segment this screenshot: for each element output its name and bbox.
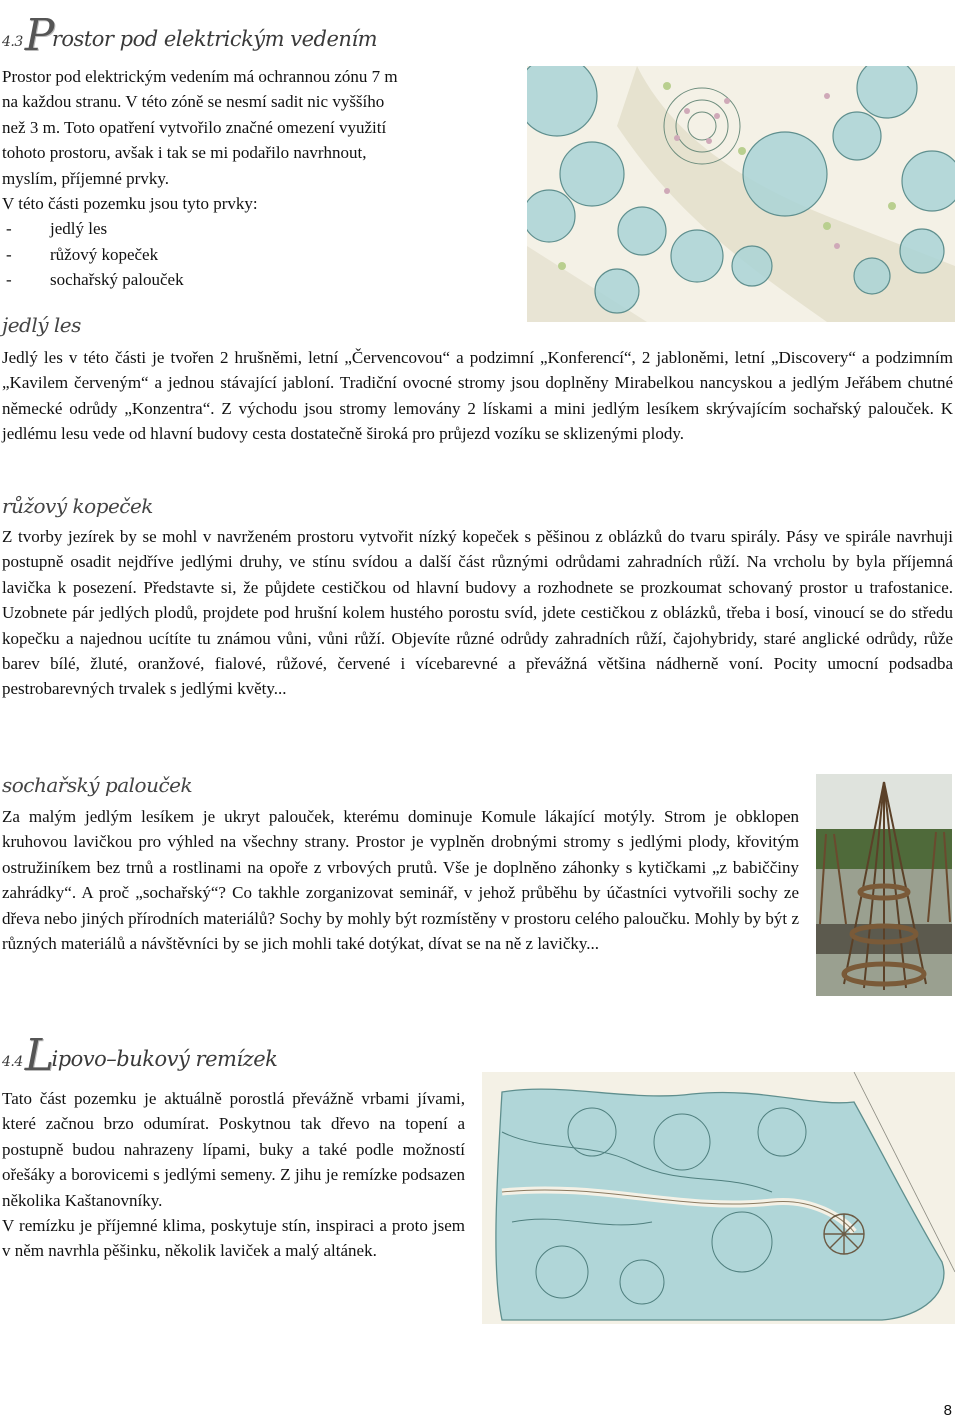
- paragraph-remizek: Tato část pozemku je aktuálně porostlá převážně vrbami jívami, které začnou brzo odumírat. Poskytnou tak dřevo na topení a postupně budou nahrazeny lípami, buky a také podle možností ořešáky a borovicemi s jedlými semeny. Z jihu je remízke podsazen několika Kaštanovníky. V remízku je příjemné klima, poskytuje stín, inspiraci a proto jsem v něm navrhla pěšinku, několik laviček a malý altánek.: [2, 1089, 465, 1261]
- page-number: 8: [943, 1402, 952, 1419]
- list-item: - sochařský palouček: [6, 270, 184, 290]
- garden-plan-image: [527, 66, 955, 322]
- decorative-initial: P: [24, 10, 54, 61]
- intro-line: na každou stranu. V této zóně se nesmí sadit nic vyššího: [2, 92, 385, 112]
- list-item: - růžový kopeček: [6, 244, 159, 264]
- section-heading-4-3: [2, 10, 378, 61]
- paragraph-ruzovy-kopecek: Z tvorby jezírek by se mohl v navrženém prostoru vytvořit nízký kopeček s pěšinou z oblázků do tvaru spirály. Pásy ve spirále navrhuji postupně osadit nejdříve jedlými druhy, ve stínu svídou a další část různými odrůdami zahradních růží. Na vrcholu by byla příjemná lavička k posezení. Představte si, že půjdete cestičkou od hlavní budovy a rozhodnete se prozkoumat schovaný prostor u trafostanice. Uzobnete pár jedlých plodů, projdete pod hrušní kolem hustého porostu svíd, jdete cestičkou z oblázků, třeba i bosí, vinoucí se do středu kopečku a najednou ucítíte tu známou vůni, vůni růží. Objevíte různé odrůdy zahradních růží, čajohybridy, staré anglické odrůdy, růže barev bílé, žluté, oranžové, fialové, růžové, červené i vícebarevné a převážná většina nádherně voní. Pocity umocní podsadba pestrobarevných trvalek s jedlými květy...: [2, 527, 953, 699]
- section-number: 4.3: [2, 34, 23, 50]
- remizek-plan-image: [482, 1072, 955, 1324]
- decorative-initial: L: [24, 1030, 54, 1081]
- paragraph-jedly-les: Jedlý les v této části je tvořen 2 hrušněmi, letní „Červencovou“ a podzimní „Konferencí“, 2 jabloněmi, letní „Discovery“ a podzimním „Kavilem červeným“ a jednou stávající jabloní. Tradiční ovocné stromy jsou doplněny Mirabelkou nancyskou a jedlým Jeřábem chutné německé odrůdy „Konzentra“. Z východu jsou stromy lemovány 2 lískami a mini jedlým lesíkem skrývajícím sochařský palouček. K jedlému lesu vede od hlavní budovy cesta dostatečně široká pro průjezd vozíku se sklizenými plody.: [2, 348, 953, 444]
- willow-structure-photo: [816, 774, 952, 996]
- subheading-socharsky-paloucek: sochařský palouček: [2, 773, 193, 797]
- section-title: ipovo–bukový remízek: [51, 1047, 278, 1071]
- intro-line: tohoto prostoru, avšak i tak se mi podařilo navrhnout,: [2, 143, 367, 163]
- subheading-jedly-les: jedlý les: [2, 313, 81, 337]
- paragraph-socharsky-paloucek: Za malým jedlým lesíkem je ukryt palouček, kterému dominuje Komule lákající motýly. Strom je obklopen kruhovou lavičkou pro výhled na všechny strany. Prostor je vyplněn drobnými stromy s jedlými plody, křovitým ostružiníkem bez trnů a rostlinami na opoře z vrbových prutů. Vše je doplněno záhonky s kytičkami „z babiččiny zahrádky“. A proč „sochařský“? Co takhle zorganizovat seminář, v jehož průběhu by účastníci vytvořili sochy ze dřeva nebo jiných přírodních materiálů? Sochy by mohly být rozmístěny v prostoru celého paloučku. Mohly by být z různých materiálů a návštěvníci by se jich mohli také dotýkat, dívat se na ně z lavičky...: [2, 807, 799, 954]
- section-heading-4-4: [2, 1030, 278, 1081]
- section-title: rostor pod elektrickým vedením: [51, 27, 378, 51]
- section-number: 4.4: [2, 1054, 23, 1070]
- intro-line: myslím, příjemné prvky.: [2, 168, 169, 188]
- intro-line: V této části pozemku jsou tyto prvky:: [2, 194, 258, 214]
- intro-line: než 3 m. Toto opatření vytvořilo značné omezení využití: [2, 117, 387, 137]
- intro-text: [2, 64, 522, 293]
- list-item: - jedlý les: [6, 219, 108, 239]
- subheading-ruzovy-kopecek: růžový kopeček: [2, 494, 153, 518]
- intro-line: Prostor pod elektrickým vedením má ochrannou zónu 7 m: [2, 67, 398, 86]
